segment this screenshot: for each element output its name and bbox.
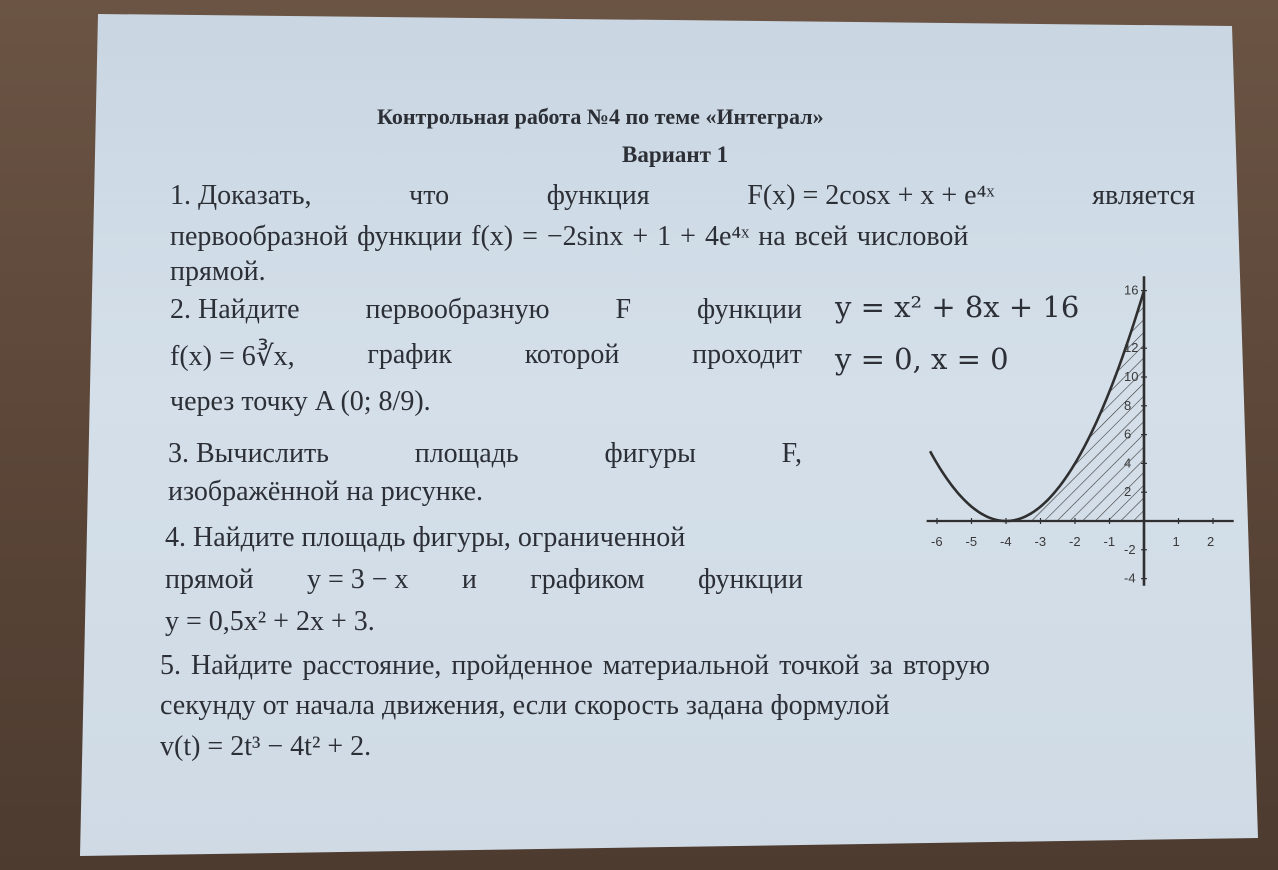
task3-line1 (168, 438, 802, 470)
task1-line3: прямой. (170, 256, 266, 287)
word: является (1092, 180, 1195, 211)
x-tick-label: 2 (1207, 534, 1215, 549)
word: функции (698, 564, 803, 595)
graph-svg (915, 268, 1250, 608)
word: прямой (165, 564, 254, 595)
word: F, (781, 438, 802, 469)
y-tick-label: -4 (1124, 570, 1136, 586)
task5-line2: секунду от начала движения, если скорость задана формулой (160, 690, 890, 721)
x-tick-label: -6 (931, 534, 943, 549)
figure-equation-1: y = x² + 8x + 16 (835, 290, 1080, 324)
word: 2. Найдите (170, 294, 300, 325)
y-tick-label: -2 (1124, 541, 1136, 557)
y-tick-label: 6 (1124, 426, 1132, 442)
word: 1. Доказать, (170, 180, 312, 211)
task1-line2: первообразной функции f(x) = −2sinx + 1 + 4e⁴ˣ на всей числовой (170, 221, 969, 252)
task3-line2: изображённой на рисунке. (168, 476, 484, 507)
word: проходит (692, 339, 802, 370)
word: и (461, 564, 477, 595)
x-tick-label: -4 (1000, 534, 1012, 549)
x-tick-label: -3 (1034, 534, 1047, 549)
word: F (615, 294, 632, 325)
y-tick-label: 4 (1124, 455, 1132, 471)
variant-heading: Вариант 1 (622, 142, 729, 167)
task4-line2 (165, 564, 803, 596)
x-tick-label: -2 (1069, 534, 1081, 549)
task4-line3: y = 0,5x² + 2x + 3. (165, 606, 375, 637)
word: площадь (414, 438, 519, 469)
word: функции (697, 294, 802, 325)
word: f(x) = 6∛x, (170, 341, 295, 372)
task5-line3: v(t) = 2t³ − 4t² + 2. (160, 731, 372, 762)
word: F(x) = 2cosx + x + e⁴ˣ (747, 180, 995, 211)
word: фигуры (604, 438, 696, 469)
y-tick-label: 10 (1124, 369, 1139, 384)
word: графиком (530, 564, 645, 595)
y-tick-label: 8 (1124, 397, 1132, 413)
task2-line3: через точку A (0; 8/9). (170, 386, 431, 417)
y-tick-label: 16 (1124, 282, 1139, 298)
figure-equation-2: y = 0, x = 0 (835, 342, 1009, 376)
task5-line1: 5. Найдите расстояние, пройденное материальной точкой за вторую (160, 650, 990, 681)
task2-line2 (170, 339, 802, 373)
word: 3. Вычислить (168, 438, 329, 469)
y-tick-label: 2 (1124, 484, 1132, 500)
y-tick-label: 12 (1124, 340, 1139, 356)
task4-line1: 4. Найдите площадь фигуры, ограниченной (165, 522, 686, 553)
word: которой (524, 339, 620, 370)
word: y = 3 − x (306, 564, 409, 595)
area-graph (915, 268, 1250, 608)
x-tick-label: -5 (965, 534, 978, 549)
x-tick-label: -1 (1103, 534, 1116, 549)
task2-line1 (170, 294, 802, 326)
task1-line1 (170, 180, 1195, 212)
document-title: Контрольная работа №4 по теме «Интеграл» (377, 104, 824, 129)
x-tick-label: 1 (1172, 534, 1180, 549)
word: график (367, 339, 452, 370)
word: функция (546, 180, 650, 211)
word: что (409, 180, 450, 211)
word: первообразную (365, 294, 550, 325)
